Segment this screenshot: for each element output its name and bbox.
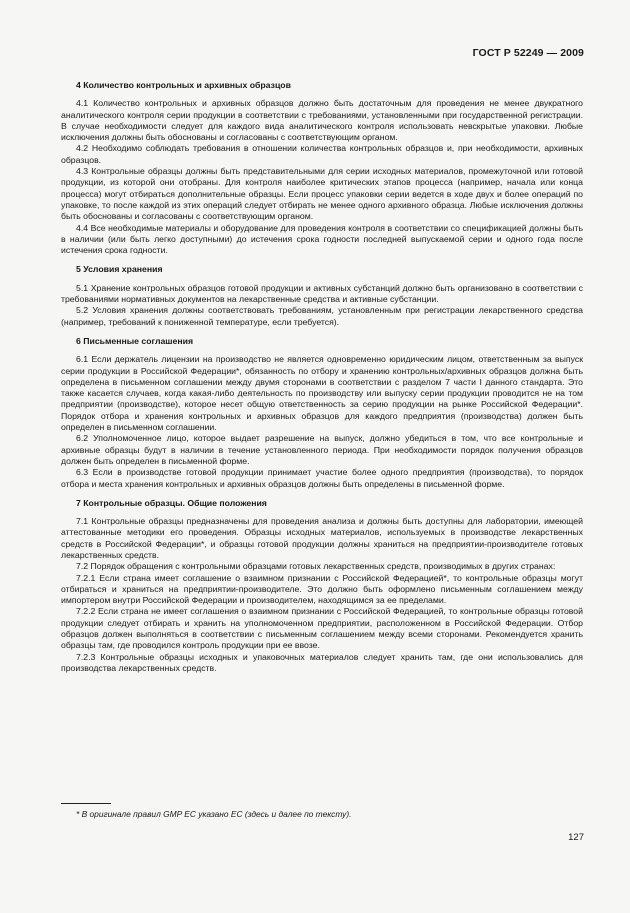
footnote: * В оригинале правил GMP ЕС указано ЕС (здесь и далее по тексту). — [76, 809, 352, 819]
footnote-divider — [61, 803, 111, 804]
document-header: ГОСТ Р 52249 — 2009 — [472, 47, 584, 59]
paragraph: 6.3 Если в производстве готовой продукции принимает участие более одного предприятия (производства), то порядок отбора и места хранения контрольных и архивных образцов должны быть определены в письменной форме. — [61, 467, 583, 489]
paragraph: 7.2 Порядок обращения с контрольными образцами готовых лекарственных средств, производимых в других странах: — [76, 561, 556, 572]
paragraph: 4.1 Количество контрольных и архивных образцов должно быть достаточным для проведения не менее двукратного аналитического контроля серии продукции в соответствии с требованиями, установленными при государственной регистрации. В случае необходимости следует для каждого вида аналитического контроля использовать невскрытые упаковки. Любые исключения должны быть обоснованы и согласованы с соответствующим органом. — [61, 98, 583, 143]
paragraph: 7.2.1 Если страна имеет соглашение о взаимном признании с Российской Федерацией*, то контрольные образцы могут отбираться и храниться на предприятии-производителе. Это должно быть оформлено письменным соглашением между импортером внутри Российской Федерации и производителем, находящимся за ее пределами. — [61, 572, 583, 606]
section-heading: 5 Условия хранения — [76, 264, 163, 275]
paragraph: 6.1 Если держатель лицензии на производство не является одновременно юридическим лицом, ответственным за выпуск серии продукции в Российской Федерации*, обязанность по отбору и хранению контрольных/архивных образцов должна быть определена в письменном соглашении между двумя сторонами в соответствии с разделом 7 части I данного стандарта. Это также касается случаев, когда какая-либо деятельность по производству или выпуску серии продукции проводится не на том предприятии (производстве), которое несет общую ответственность за серию продукции на рынке Российской Федерации*. Порядок отбора и хранения контрольных и архивных образцов для каждого предприятия (производства) должен быть определен в письменном соглашении. — [61, 354, 583, 433]
paragraph: 7.2.2 Если страна не имеет соглашения о взаимном признании с Российской Федерацией, то контрольные образцы готовой продукции следует отбирать и хранить на уполномоченном предприятии, расположенном в Российской Федерации. Отбор образцов должен выполняться в соответствии с письменным соглашением между всеми сторонами. Рекомендуется хранить образцы там, где проводился контроль продукции при ее ввозе. — [61, 606, 583, 651]
section-heading: 7 Контрольные образцы. Общие положения — [76, 497, 267, 508]
paragraph: 7.2.3 Контрольные образцы исходных и упаковочных материалов следует хранить там, где они использовались для производства лекарственных средств. — [61, 651, 583, 673]
document-body — [61, 80, 583, 674]
paragraph: 5.2 Условия хранения должны соответствовать требованиям, установленным при регистрации лекарственного средства (например, требований к пониженной температуре, если требуется). — [61, 305, 583, 327]
paragraph: 6.2 Уполномоченное лицо, которое выдает разрешение на выпуск, должно убедиться в том, что все контрольные и архивные образцы будут в наличии в течение установленного периода. При необходимости порядок получения образцов должен быть определен в письменной форме. — [61, 433, 583, 466]
page-number: 127 — [568, 832, 584, 843]
section-heading: 6 Письменные соглашения — [76, 335, 194, 346]
paragraph: 7.1 Контрольные образцы предназначены для проведения анализа и должны быть доступны для лаборатории, имеющей аттестованные методики его проведения. Образцы исходных материалов, используемых в производстве лекарственных средств в Российской Федерации*, и образцы готовой продукции должны храниться на предприятии-производителе готовых лекарственных средств. — [61, 516, 583, 560]
paragraph: 4.3 Контрольные образцы должны быть представительными для серии исходных материалов, промежуточной или готовой продукции, из которой они отобраны. Для контроля наиболее критических этапов процесса (например, начала или конца процесса) могут отбираться дополнительные образцы. Если процесс упаковки серии ведется в ходе двух и более операций по упаковке, то после каждой из этих операций следует отбирать не менее одного архивного образца. Любые исключения должны быть обоснованы и согласованы с соответствующим органом. — [61, 166, 583, 222]
paragraph: 5.1 Хранение контрольных образцов готовой продукции и активных субстанций должно быть организовано в соответствии с требованиями нормативных документов на лекарственные средства и активные субстанции. — [61, 282, 583, 305]
paragraph: 4.2 Необходимо соблюдать требования в отношении количества контрольных образцов и, при необходимости, архивных образцов. — [61, 143, 583, 165]
paragraph: 4.4 Все необходимые материалы и оборудование для проведения контроля в соответствии со спецификацией должны быть в наличии (или быть легко доступными) до истечения срока годности последней выпускаемой серии и одного года после истечения срока годности. — [61, 222, 583, 256]
section-heading: 4 Количество контрольных и архивных образцов — [76, 80, 291, 90]
